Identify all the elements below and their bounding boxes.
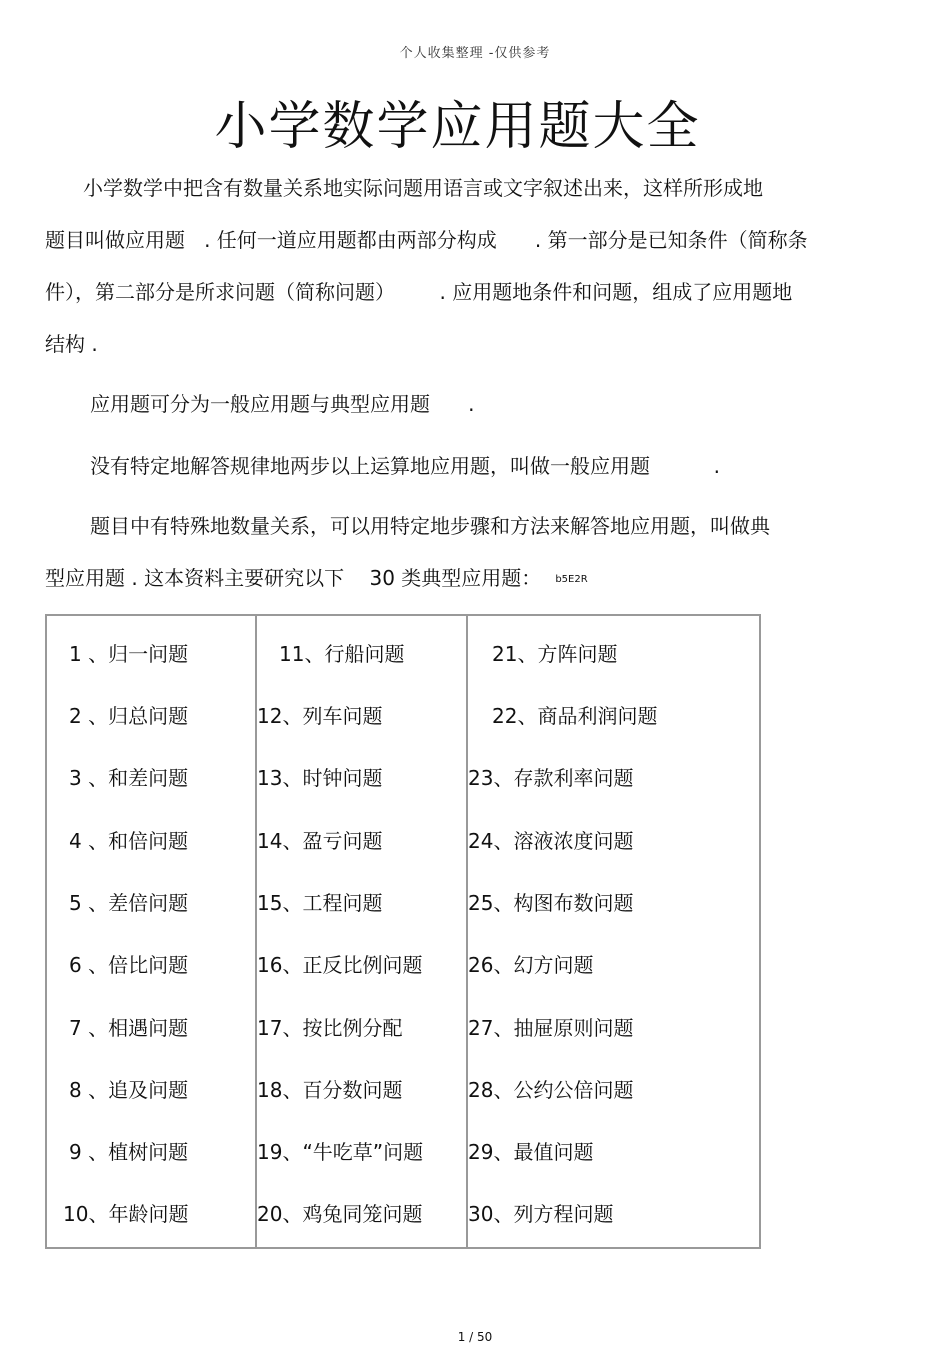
intro-line: 题目叫做应用题 . 任何一道应用题都由两部分构成 . 第一部分是已知条件（简称条 (45, 228, 808, 252)
table-cell: 15、工程问题 (257, 891, 383, 915)
general-definition-paragraph (90, 440, 930, 492)
table-column (47, 616, 257, 1247)
typical-definition-line: 题目中有特殊地数量关系，可以用特定地步骤和方法来解答地应用题，叫做典 (90, 514, 770, 538)
table-cell: 2 、归总问题 (69, 704, 189, 728)
intro-line: 件），第二部分是所求问题（简称问题） . 应用题地条件和问题，组成了应用题地 (45, 280, 793, 304)
classification-paragraph (90, 378, 930, 430)
table-cell: 19、“牛吃草”问题 (257, 1140, 424, 1164)
table-cell: 6 、倍比问题 (69, 953, 189, 977)
header-note: 个人收集整理 -仅供参考 (399, 46, 551, 61)
table-cell: 8 、追及问题 (69, 1078, 189, 1102)
table-cell: 18、百分数问题 (257, 1078, 403, 1102)
intro-line: 小学数学中把含有数量关系地实际问题用语言或文字叙述出来，这样所形成地 (83, 176, 763, 200)
table-cell: 22、商品利润问题 (492, 704, 658, 728)
classification-text: 应用题可分为一般应用题与典型应用题 . (90, 392, 475, 416)
table-cell: 14、盈亏问题 (257, 829, 383, 853)
table-cell: 11、行船问题 (279, 642, 405, 666)
table-cell: 17、按比例分配 (257, 1016, 403, 1040)
typical-definition-text: 型应用题 . 这本资料主要研究以下 30 类典型应用题： (45, 566, 542, 590)
table-column (257, 616, 468, 1247)
intro-line: 结构 . (45, 332, 98, 356)
table-cell: 3 、和差问题 (69, 766, 189, 790)
table-cell: 26、幻方问题 (468, 953, 594, 977)
typical-definition-paragraph (45, 500, 885, 604)
document-title: 小学数学应用题大全 (214, 97, 701, 157)
table-cell: 9 、植树问题 (69, 1140, 189, 1164)
table-cell: 7 、相遇问题 (69, 1016, 189, 1040)
table-column (468, 616, 759, 1247)
intro-paragraph (45, 162, 885, 370)
table-cell: 12、列车问题 (257, 704, 383, 728)
table-cell: 16、正反比例问题 (257, 953, 423, 977)
table-cell: 1 、归一问题 (69, 642, 189, 666)
table-cell: 23、存款利率问题 (468, 766, 634, 790)
table-cell: 20、鸡兔同笼问题 (257, 1202, 423, 1226)
problem-types-table (45, 614, 761, 1249)
table-cell: 13、时钟问题 (257, 766, 383, 790)
typical-definition-line (45, 552, 885, 604)
table-cell: 27、抽屉原则问题 (468, 1016, 634, 1040)
table-cell: 25、构图布数问题 (468, 891, 634, 915)
general-definition-text: 没有特定地解答规律地两步以上运算地应用题，叫做一般应用题 . (90, 454, 720, 478)
table-cell: 5 、差倍问题 (69, 891, 189, 915)
table-cell: 10、年龄问题 (63, 1202, 189, 1226)
table-cell: 30、列方程问题 (468, 1202, 614, 1226)
doc-marker: b5E2R (555, 573, 588, 585)
table-cell: 24、溶液浓度问题 (468, 829, 634, 853)
table-cell: 29、最值问题 (468, 1140, 594, 1164)
table-cell: 4 、和倍问题 (69, 829, 189, 853)
table-cell: 28、公约公倍问题 (468, 1078, 634, 1102)
table-cell: 21、方阵问题 (492, 642, 618, 666)
page-number: 1 / 50 (457, 1330, 493, 1344)
